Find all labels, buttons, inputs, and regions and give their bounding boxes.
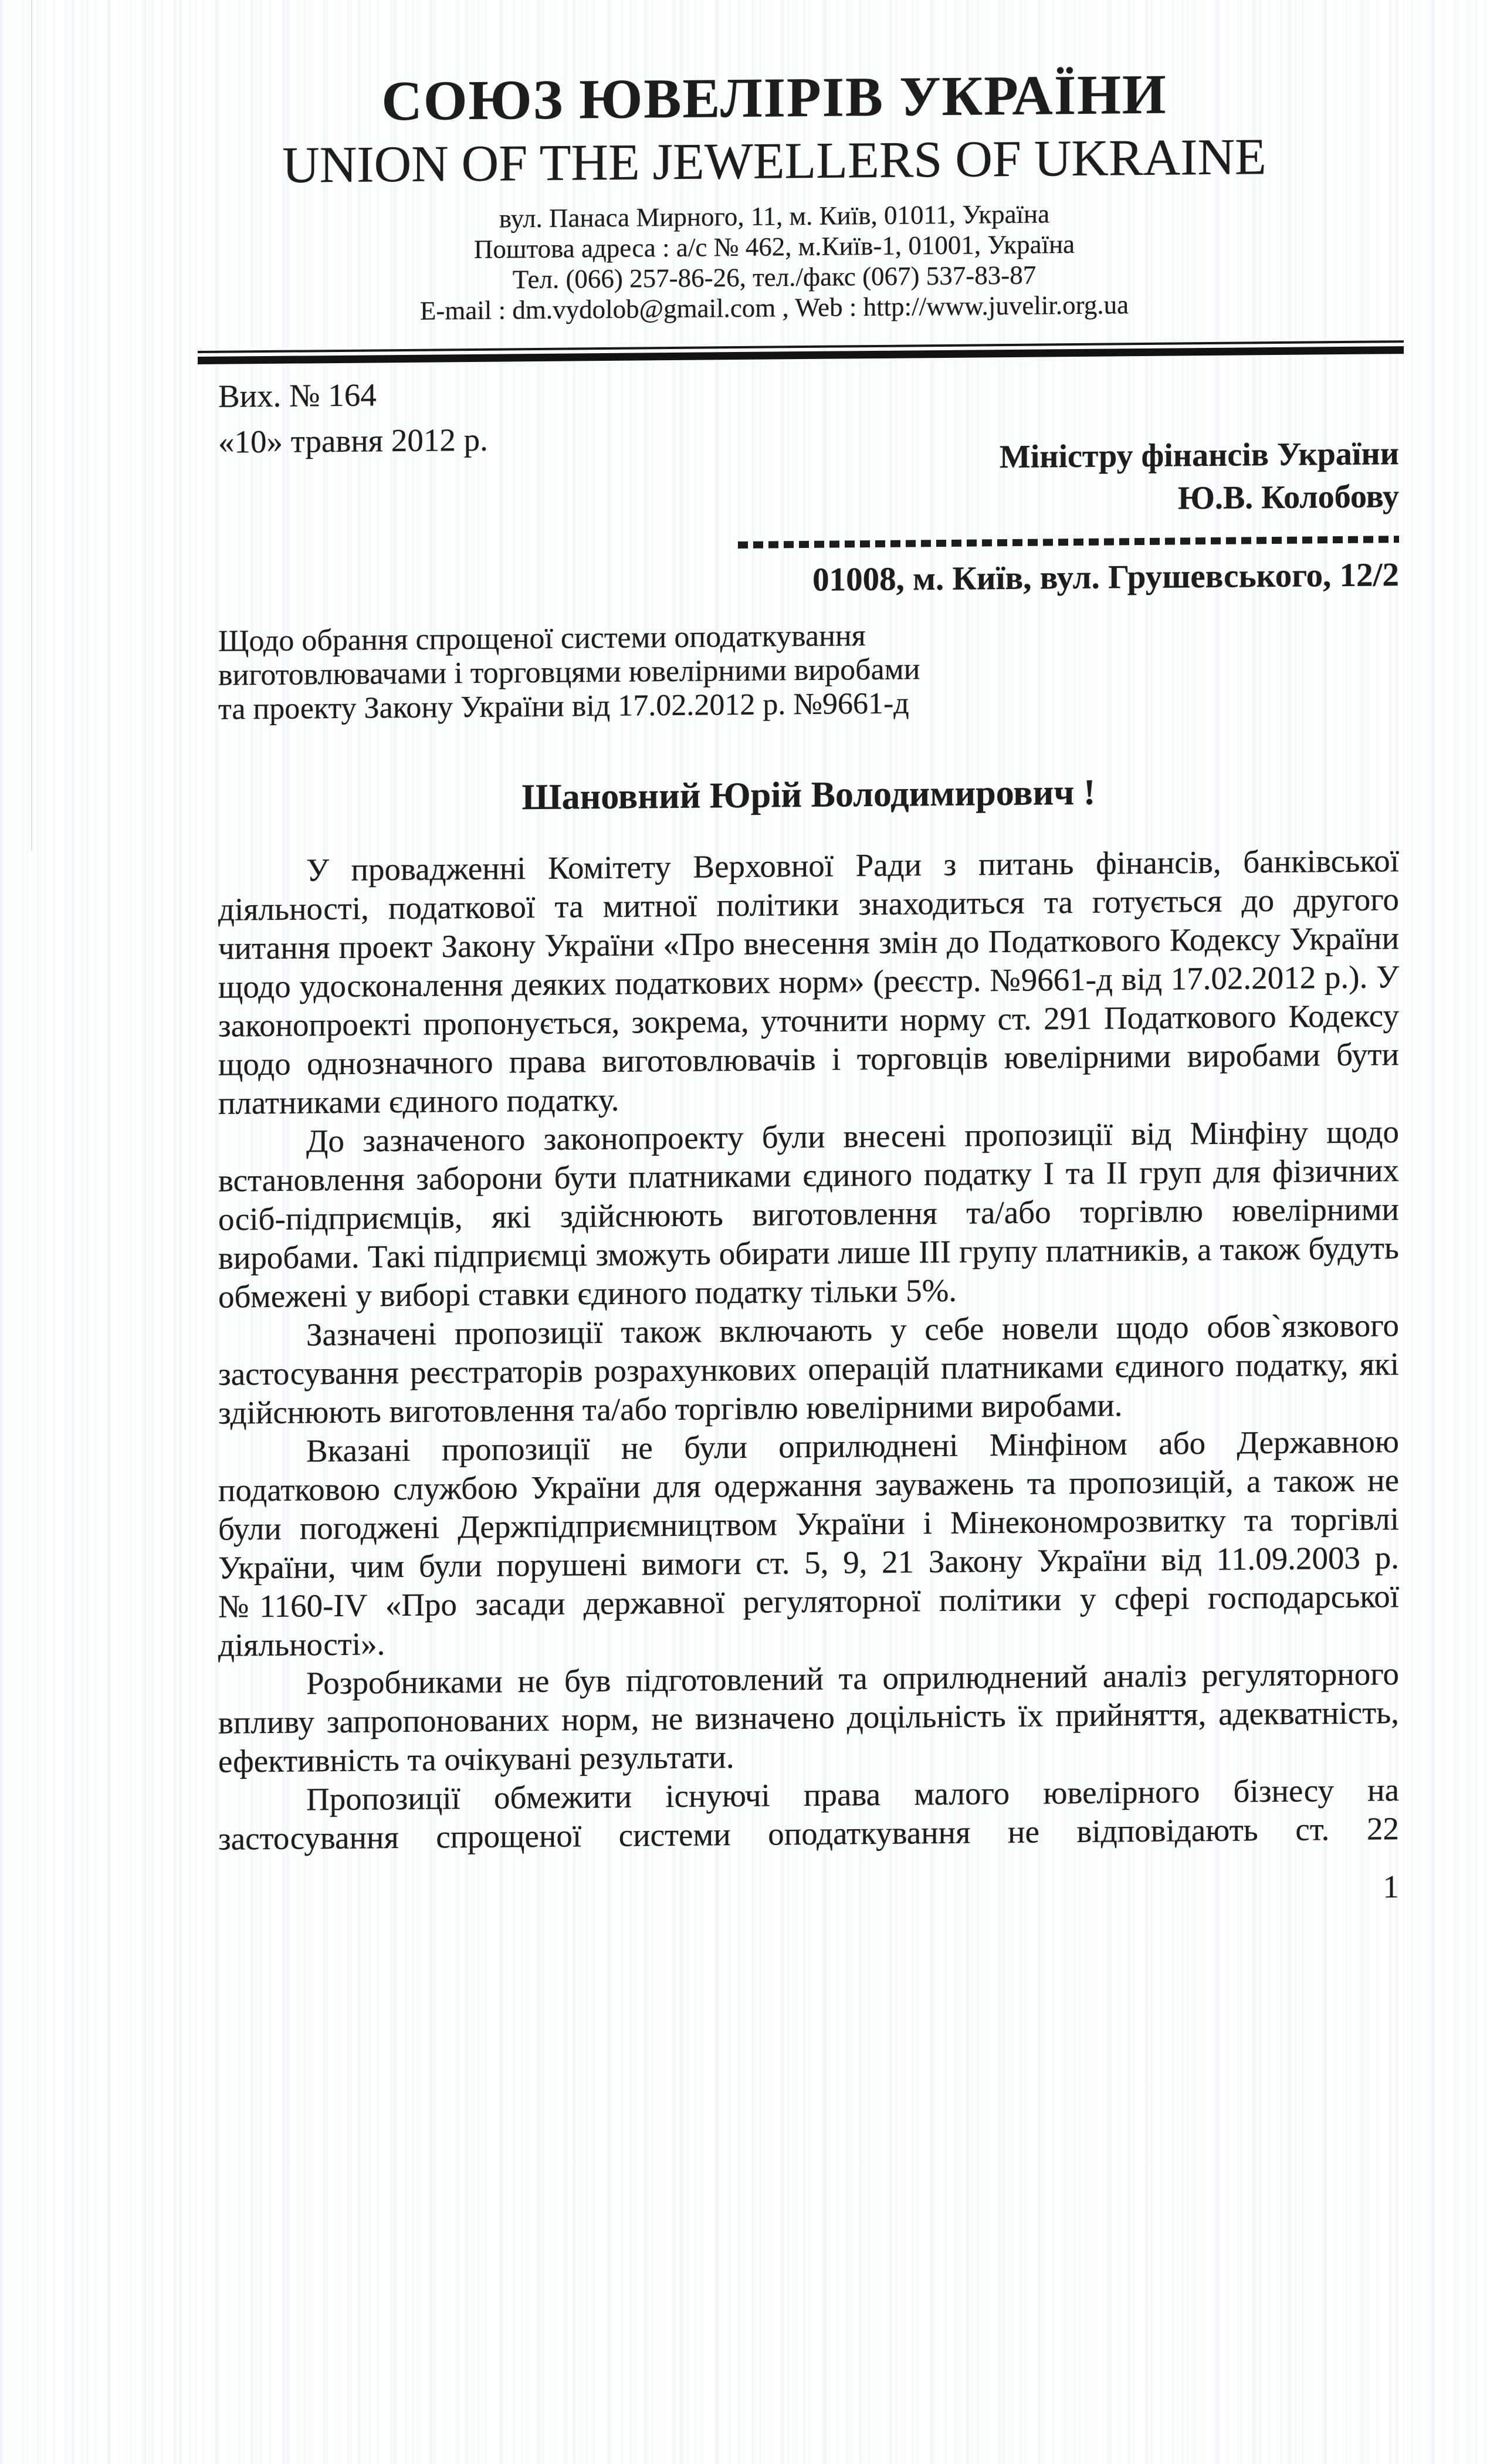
letterhead-email-web-line: E-mail : dm.vydolob@gmail.com , Web : http://www.juvelir.org.ua (419, 290, 1129, 326)
body-paragraph: Вказані пропозиції не були оприлюднені Мінфіном або Державною податковою службою України для одержання зауважень та пропозицій, а також не були погоджені Держпідприємництвом України і Мінекономрозвитку та торгівлі України, чим були порушені вимоги ст. 5, 9, 21 Закону України від 11.09.2003 р. №1160-IV «Про засади державної регуляторної політики у сфері господарської діяльності». (218, 1423, 1399, 1663)
body-paragraph: У провадженні Комітету Верховної Ради з питань фінансів, банківської діяльності, податкової та митної політики знаходиться та готується до другого читання проект Закону України «Про внесення змін до Податкового Кодексу України щодо удосконалення деяких податкових норм» (реєстр. №9661-д від 17.02.2012 р.). У законопроекті пропонується, зокрема, уточнити норму ст. 291 Податкового Кодексу щодо однозначного права виготовлювачів і торговців ювелірними виробами бути платниками єдиного податку. (218, 842, 1399, 1121)
outgoing-number: Вих. № 164 (218, 377, 377, 414)
recipient-name: Ю.В. Колобову (1177, 478, 1399, 517)
recipient-dashed-rule (738, 536, 1399, 549)
recipient-title: Міністру фінансів України (999, 435, 1399, 476)
reference-block (218, 371, 488, 465)
subject-line-1: Щодо обрання спрощеної системи оподаткування (218, 619, 866, 658)
subject-block (218, 618, 1039, 727)
salutation: Шановний Юрій Володимирович ! (521, 772, 1096, 818)
subject-line-3: та проекту Закону України від 17.02.2012 р. №9661-д (218, 686, 909, 726)
body-paragraph: Зазначені пропозиції також включають у себе новели щодо обов`язкового застосування реєстраторів розрахункових операцій платниками єдиного податку, які здійснюють виготовлення та/або торгівлю ювелірними виробами. (218, 1307, 1399, 1431)
subject-line-2: виготовлювачами і торговцями ювелірними виробами (218, 652, 920, 692)
page-number: 1 (1383, 1869, 1399, 1905)
letter-date: «10» травня 2012 р. (218, 421, 488, 460)
letterhead (0, 58, 1497, 330)
body-paragraph: До зазначеного законопроекту були внесені пропозиції від Мінфіну щодо встановлення заборони бути платниками єдиного податку І та ІІ груп для фізичних осіб-підприємців, які здійснюють виготовлення та/або торгівлю ювелірними виробами. Такі підприємці зможуть обирати лише ІІІ групу платників, а також будуть обмежені у виборі ставки єдиного податку тільки 5%. (218, 1113, 1399, 1315)
org-name-en: UNION OF THE JEWELLERS OF UKRAINE (282, 128, 1266, 194)
body-text (218, 841, 1399, 1859)
recipient-address: 01008, м. Київ, вул. Грушевського, 12/2 (812, 556, 1399, 598)
recipient-block (675, 432, 1399, 524)
letterhead-phone-line: Тел. (066) 257-86-26, тел./факс (067) 537-83-87 (512, 260, 1037, 295)
org-name-uk: СОЮЗ ЮВЕЛІРІВ УКРАЇНИ (381, 62, 1167, 133)
body-paragraph: Розробниками не був підготовлений та оприлюднений аналіз регуляторного впливу запропонованих норм, не визначено доцільність їх прийняття, адекватність, ефективність та очікувані результати. (218, 1656, 1399, 1779)
letterhead-street-address: вул. Панаса Мирного, 11, м. Київ, 01011, Україна (499, 199, 1050, 233)
letterhead-postal-address: Поштова адреса : а/с № 462, м.Київ-1, 01001, Україна (473, 229, 1075, 264)
body-paragraph: Пропозиції обмежити існуючі права малого ювелірного бізнесу на застосування спрощеної системи оподаткування не відповідають ст. 22 (218, 1772, 1399, 1857)
